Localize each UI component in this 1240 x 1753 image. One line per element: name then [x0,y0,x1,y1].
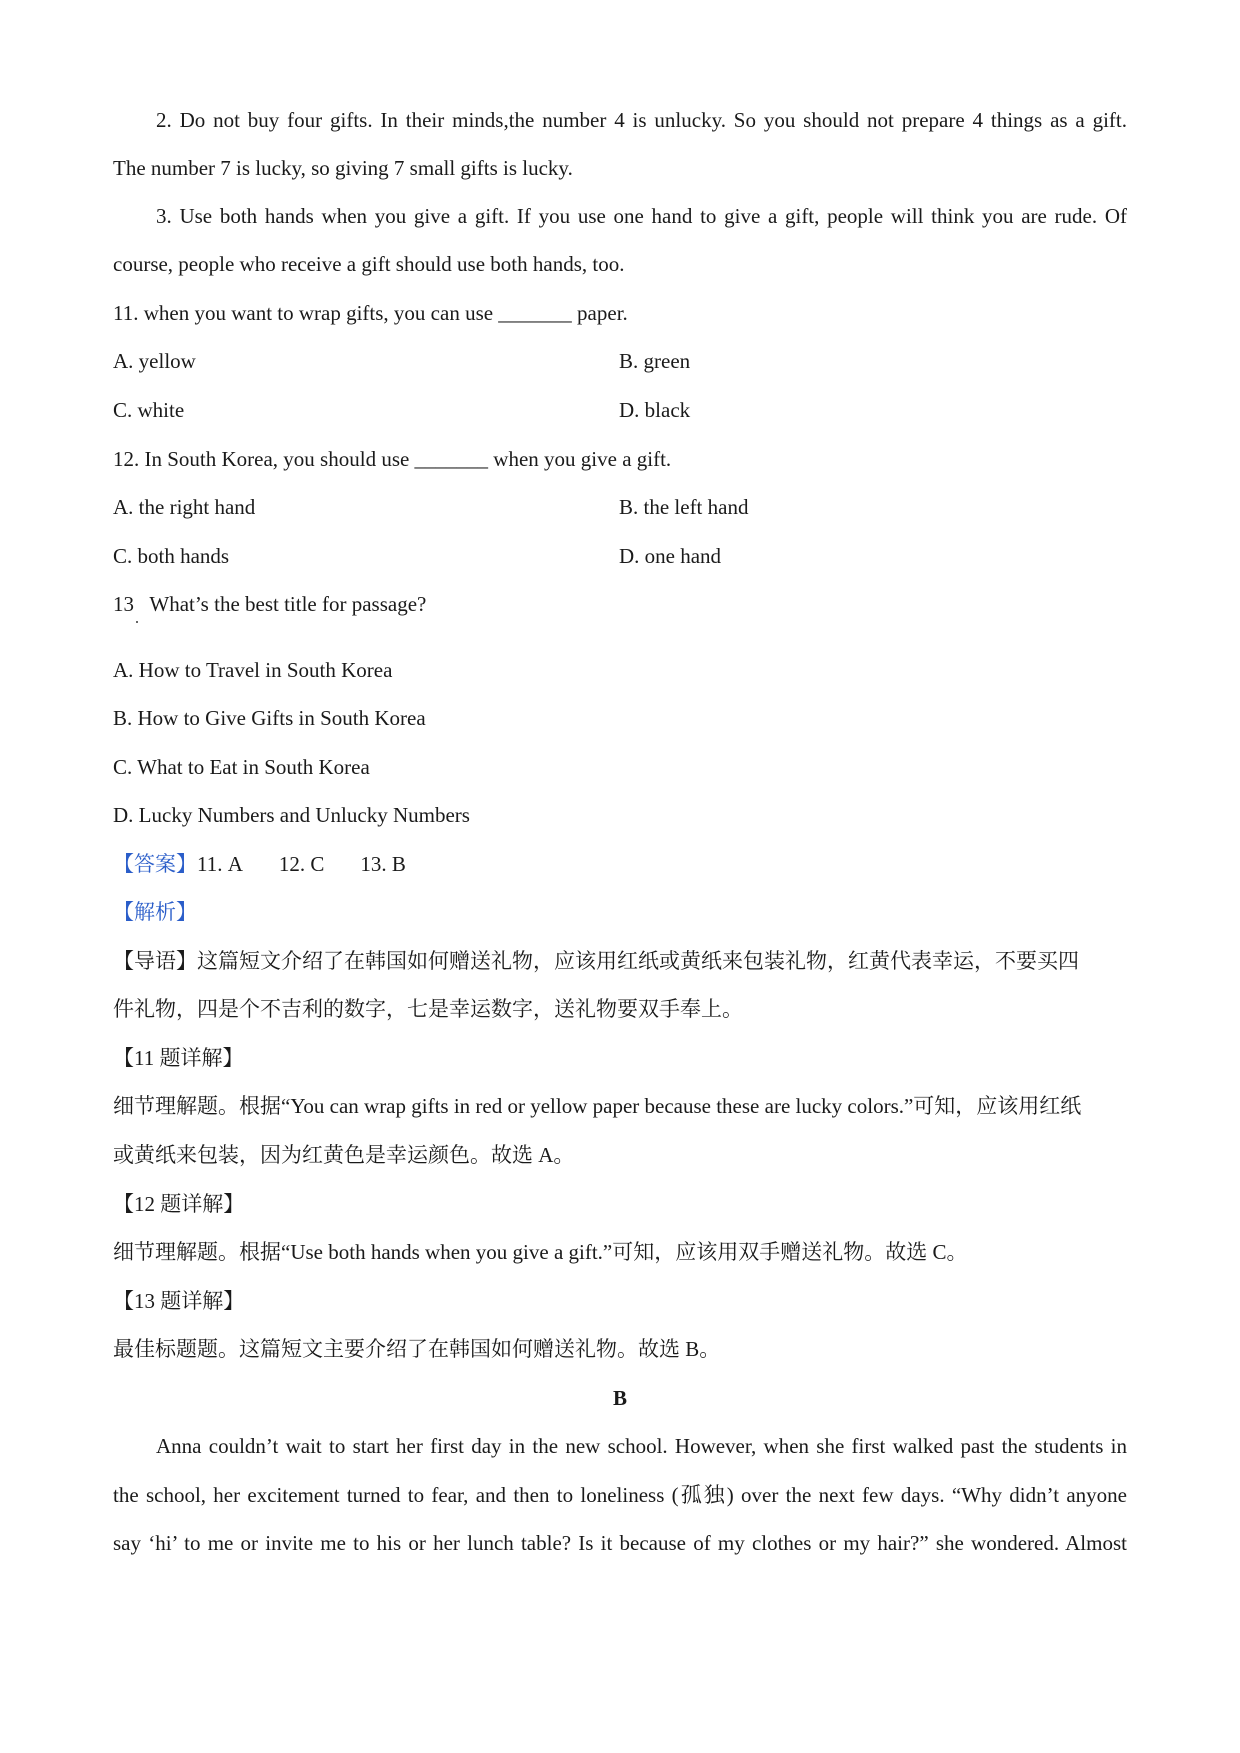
analysis-q11-line2: 或黄纸来包装，因为红黄色是幸运颜色。故选 A。 [113,1143,575,1167]
answer-item-11: 11. A [197,852,243,876]
question-11-option-c: C. white [113,398,185,422]
answer-label: 【答案】 [113,852,197,876]
analysis-q13-line1: 最佳标题题。这篇短文主要介绍了在韩国如何赠送礼物。故选 B。 [113,1337,721,1361]
question-11-option-b: B. green [619,349,691,373]
question-12-stem: 12. In South Korea, you should use _______ when you give a gift. [113,447,672,471]
passage-a-para3-line1: 3. Use both hands when you give a gift. If you use one hand to give a gift, people will think you are rude. Of [156,204,1127,228]
passage-a-para2-line2: The number 7 is lucky, so giving 7 small gifts is lucky. [113,156,573,180]
answer-item-12: 12. C [278,852,325,876]
analysis-label: 【解析】 [113,900,197,924]
analysis-intro-line1: 【导语】这篇短文介绍了在韩国如何赠送礼物，应该用红纸或黄纸来包装礼物，红黄代表幸运，不要买四 [113,949,1079,973]
passage-b-line1: Anna couldn’t wait to start her first day in the new school. However, when she first walked past the students in [156,1434,1127,1458]
analysis-q12-heading: 【12 题详解】 [113,1192,245,1216]
question-12-option-d: D. one hand [619,544,722,568]
question-13-option-d: D. Lucky Numbers and Unlucky Numbers [113,803,470,827]
passage-b-heading: B [612,1386,627,1410]
analysis-q13-heading: 【13 题详解】 [113,1289,245,1313]
passage-a-para3-line2: course, people who receive a gift should use both hands, too. [113,252,625,276]
question-11-option-a: A. yellow [113,349,196,373]
question-13-option-a: A. How to Travel in South Korea [113,658,393,682]
passage-b-line2: the school, her excitement turned to fear, and then to loneliness (孤独) over the next few days. “Why didn’t anyone [113,1483,1127,1507]
analysis-q11-line1: 细节理解题。根据“You can wrap gifts in red or yellow paper because these are lucky colors.”可知，应该用红纸 [113,1094,1082,1118]
question-13-option-b: B. How to Give Gifts in South Korea [113,706,426,730]
stray-dot [136,621,138,623]
passage-a-para2-line1: 2. Do not buy four gifts. In their minds,the number 4 is unlucky. So you should not prepare 4 things as a gift. [156,108,1127,132]
question-13-option-c: C. What to Eat in South Korea [113,755,370,779]
answer-line [113,850,1127,878]
analysis-q12-line1: 细节理解题。根据“Use both hands when you give a gift.”可知，应该用双手赠送礼物。故选 C。 [113,1240,968,1264]
question-11-option-d: D. black [619,398,691,422]
analysis-intro-line2: 件礼物，四是个不吉利的数字，七是幸运数字，送礼物要双手奉上。 [113,997,743,1021]
question-11-stem: 11. when you want to wrap gifts, you can use _______ paper. [113,301,628,325]
question-12-option-c: C. both hands [113,544,230,568]
question-12-option-b: B. the left hand [619,495,749,519]
passage-b-line3: say ‘hi’ to me or invite me to his or her lunch table? Is it because of my clothes or my hair?” she wondered. Almost [113,1531,1127,1555]
analysis-q11-heading: 【11 题详解】 [113,1046,244,1070]
answer-item-13: 13. B [360,852,406,876]
question-13-stem: 13 What’s the best title for passage? [113,592,427,616]
question-12-option-a: A. the right hand [113,495,256,519]
